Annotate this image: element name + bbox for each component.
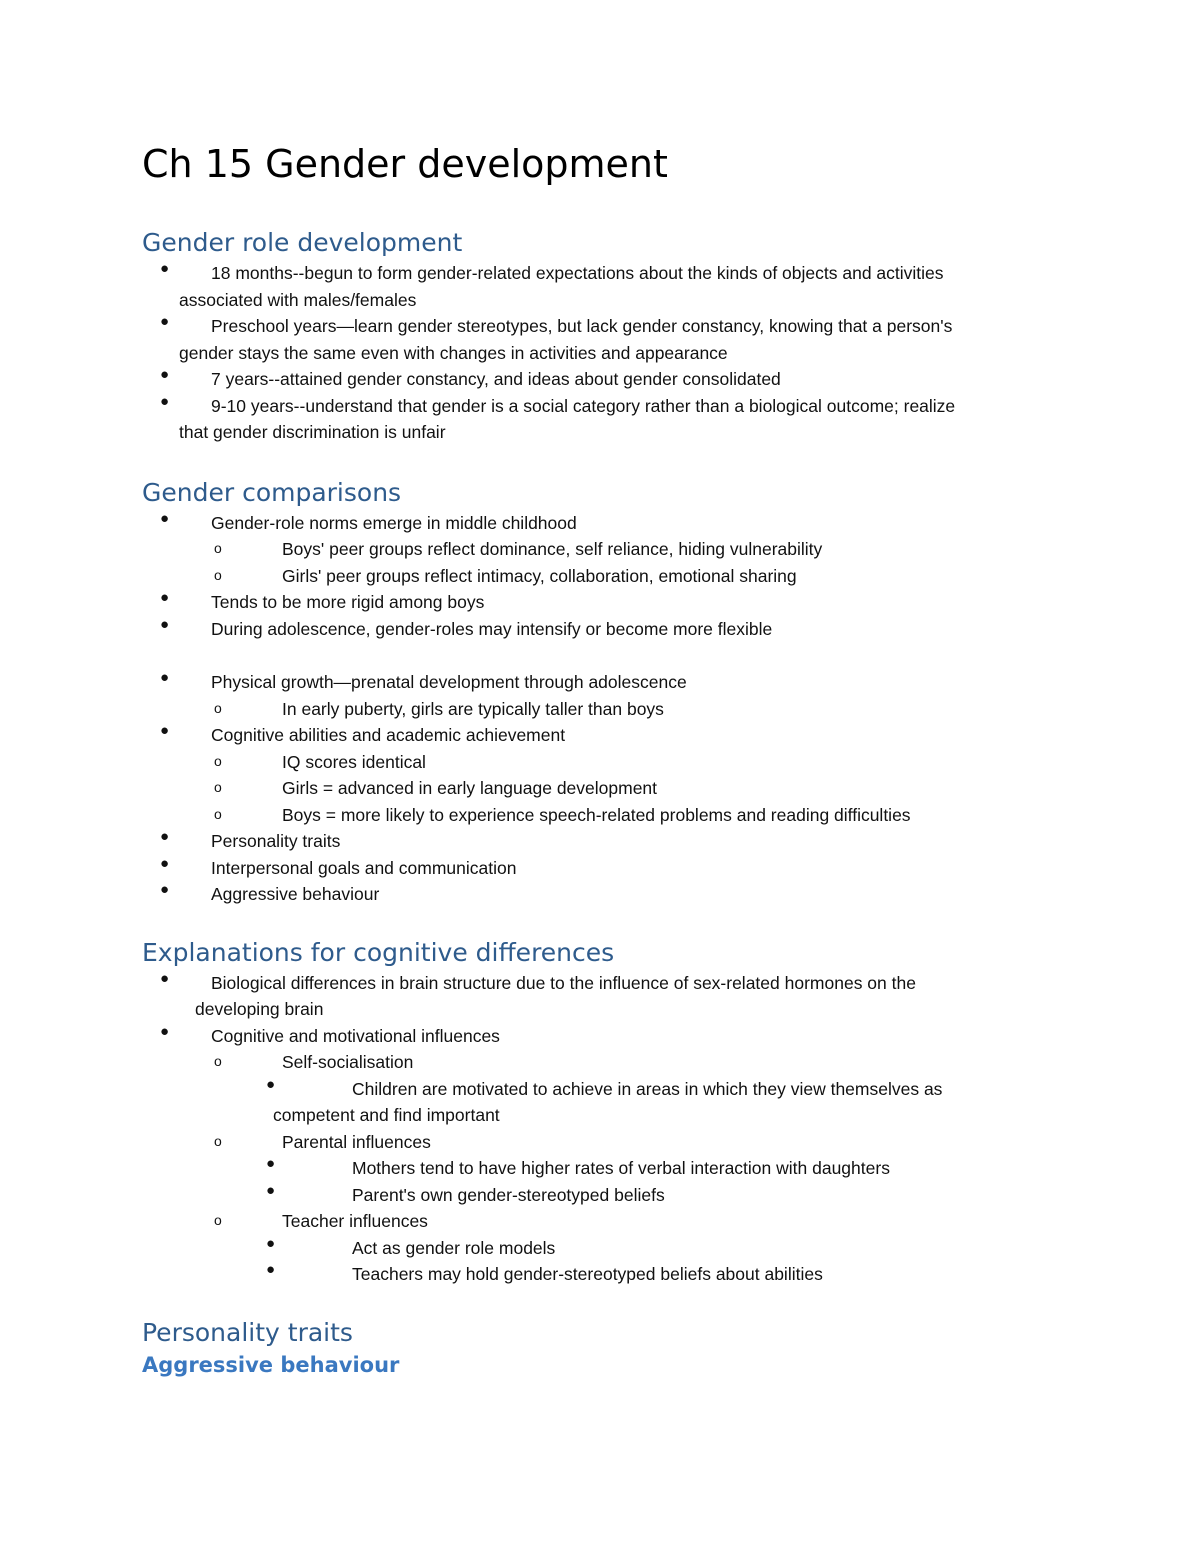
list-item-text: Physical growth—prenatal development through adolescence xyxy=(211,672,687,692)
document-page xyxy=(142,138,1072,1380)
section-heading: Gender role development xyxy=(142,228,463,257)
list-item xyxy=(142,616,1072,643)
list-item-text: Boys' peer groups reflect dominance, self reliance, hiding vulnerability xyxy=(282,539,823,559)
list-item xyxy=(142,536,1072,563)
bullet-icon: ● xyxy=(160,313,170,330)
section-heading: Gender comparisons xyxy=(142,477,402,507)
list-item-text: Teachers may hold gender-stereotyped beliefs about abilities xyxy=(352,1264,823,1284)
section-heading: Personality traits xyxy=(142,1317,353,1347)
list-item xyxy=(142,970,1072,1023)
list-item xyxy=(142,510,1072,537)
bullet-icon: ● xyxy=(160,392,170,410)
list-item xyxy=(142,1261,1072,1288)
list-item-text: Interpersonal goals and communication xyxy=(211,857,517,878)
list-item-text: Parent's own gender-stereotyped beliefs xyxy=(352,1184,665,1205)
bullet-icon: ● xyxy=(160,969,170,987)
section-gender-role-development xyxy=(142,226,1072,446)
bullet-list xyxy=(142,510,1072,643)
bullet-icon: ● xyxy=(266,1155,276,1172)
list-item-text: Act as gender role models xyxy=(352,1237,556,1258)
list-item xyxy=(142,722,1072,749)
list-item xyxy=(142,260,1072,313)
list-item xyxy=(142,589,1072,616)
list-item-text: Cognitive and motivational influences xyxy=(211,1025,500,1046)
list-item-text: Biological differences in brain structure due to the influence of sex-related hormones on the xyxy=(211,972,916,993)
list-item-text: Girls' peer groups reflect intimacy, collaboration, emotional sharing xyxy=(282,565,797,586)
list-item-text: 18 months--begun to form gender-related expectations about the kinds of objects and activities xyxy=(211,263,944,283)
bullet-icon: ● xyxy=(160,669,170,686)
circle-bullet-icon: o xyxy=(214,540,222,556)
list-item-text: 7 years--attained gender constancy, and ideas about gender consolidated xyxy=(211,369,781,389)
list-item-text: Teacher influences xyxy=(282,1211,428,1231)
list-item-text: Self-socialisation xyxy=(282,1052,414,1072)
section-personality-traits xyxy=(142,1316,1072,1380)
list-item xyxy=(142,696,1072,723)
list-item-text: Parental influences xyxy=(282,1131,431,1152)
bullet-icon: ● xyxy=(160,1022,170,1040)
list-item-text: 9-10 years--understand that gender is a social category rather than a biological outcome; realize xyxy=(211,395,956,416)
list-item xyxy=(142,1129,1072,1156)
list-item xyxy=(142,563,1072,590)
list-item xyxy=(142,366,1072,393)
circle-bullet-icon: o xyxy=(214,779,222,795)
bullet-icon: ● xyxy=(160,260,170,277)
circle-bullet-icon: o xyxy=(214,1053,222,1069)
list-item-text-cont: developing brain xyxy=(195,999,324,1019)
bullet-icon: ● xyxy=(160,615,170,633)
list-item-text: Mothers tend to have higher rates of verbal interaction with daughters xyxy=(352,1158,890,1178)
bullet-icon: ● xyxy=(160,509,170,527)
list-item xyxy=(142,1155,1072,1182)
subsection-heading: Aggressive behaviour xyxy=(142,1352,400,1377)
list-item xyxy=(142,393,1072,446)
bullet-icon: ● xyxy=(160,854,170,872)
list-item-text: Girls = advanced in early language development xyxy=(282,778,658,798)
list-item xyxy=(142,1235,1072,1262)
section-gender-comparisons xyxy=(142,476,1072,908)
circle-bullet-icon: o xyxy=(214,752,222,769)
circle-bullet-icon: o xyxy=(214,805,222,822)
bullet-icon: ● xyxy=(266,1234,276,1252)
list-item xyxy=(142,881,1072,908)
list-item xyxy=(142,802,1072,829)
list-item-text: Tends to be more rigid among boys xyxy=(211,592,485,612)
list-item-text: Preschool years—learn gender stereotypes, but lack gender constancy, knowing that a person's xyxy=(211,316,953,336)
list-item xyxy=(142,1076,1072,1129)
bullet-icon: ● xyxy=(160,881,170,898)
list-item xyxy=(142,313,1072,366)
bullet-list xyxy=(142,260,1072,446)
bullet-icon: ● xyxy=(160,366,170,383)
bullet-icon: ● xyxy=(266,1261,276,1278)
bullet-icon: ● xyxy=(160,722,170,739)
bullet-icon: ● xyxy=(266,1181,276,1199)
circle-bullet-icon: o xyxy=(214,566,222,583)
list-item xyxy=(142,749,1072,776)
list-item-text-cont: gender stays the same even with changes in activities and appearance xyxy=(179,342,728,363)
bullet-list xyxy=(142,669,1072,908)
document-title: Ch 15 Gender development xyxy=(142,142,668,186)
circle-bullet-icon: o xyxy=(214,1212,222,1228)
bullet-icon: ● xyxy=(266,1075,276,1093)
list-item xyxy=(142,669,1072,696)
list-item xyxy=(142,1182,1072,1209)
circle-bullet-icon: o xyxy=(214,1132,222,1149)
bullet-icon: ● xyxy=(160,589,170,606)
spacer xyxy=(142,642,1072,669)
list-item-text: Boys = more likely to experience speech-related problems and reading difficulties xyxy=(282,804,911,825)
list-item-text-cont: associated with males/females xyxy=(179,289,417,310)
list-item-text: Cognitive abilities and academic achievement xyxy=(211,725,566,745)
list-item-text: Gender-role norms emerge in middle childhood xyxy=(211,512,577,533)
list-item-text: Aggressive behaviour xyxy=(211,884,380,904)
bullet-icon: ● xyxy=(160,828,170,845)
bullet-list xyxy=(142,970,1072,1288)
list-item-text: During adolescence, gender-roles may intensify or become more flexible xyxy=(211,618,773,639)
list-item-text-cont: competent and find important xyxy=(273,1105,500,1125)
list-item xyxy=(142,855,1072,882)
list-item xyxy=(142,1208,1072,1235)
circle-bullet-icon: o xyxy=(214,699,222,716)
list-item-text: IQ scores identical xyxy=(282,751,426,772)
list-item xyxy=(142,1049,1072,1076)
list-item-text: In early puberty, girls are typically taller than boys xyxy=(282,698,664,719)
list-item xyxy=(142,828,1072,855)
list-item-text-cont: that gender discrimination is unfair xyxy=(179,422,446,442)
list-item-text: Children are motivated to achieve in areas in which they view themselves as xyxy=(352,1078,943,1099)
section-explanations-cognitive-differences xyxy=(142,936,1072,1288)
list-item-text: Personality traits xyxy=(211,831,341,851)
list-item xyxy=(142,775,1072,802)
section-heading: Explanations for cognitive differences xyxy=(142,937,615,967)
list-item xyxy=(142,1023,1072,1050)
